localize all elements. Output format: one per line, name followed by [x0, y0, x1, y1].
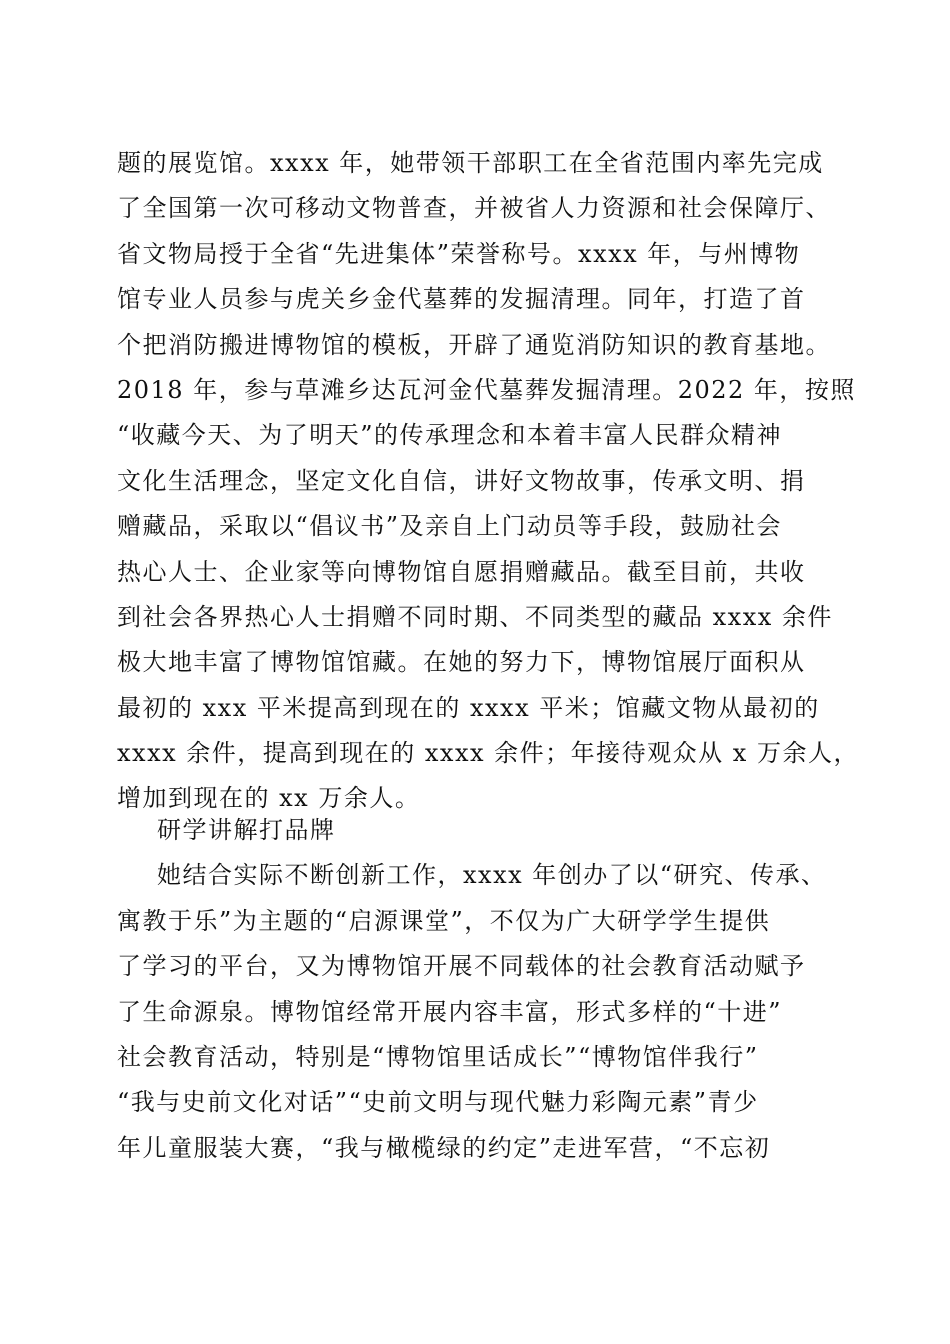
paragraph-museum-achievements [117, 141, 859, 822]
text-line: 省文物局授于全省“先进集体”荣誉称号。xxxx 年，与州博物 [117, 239, 801, 268]
text-line: 寓教于乐”为主题的“启源课堂”，不仅为广大研学学生提供 [117, 906, 771, 935]
text-line: 了学习的平台，又为博物馆开展不同载体的社会教育活动赋予 [117, 952, 806, 981]
text-line: 极大地丰富了博物馆馆藏。在她的努力下，博物馆展厅面积从 [117, 648, 806, 677]
research-section [117, 808, 837, 1171]
text-line: 热心人士、企业家等向博物馆自愿捐赠藏品。截至目前，共收 [117, 557, 806, 586]
text-line: 题的展览馆。xxxx 年，她带领干部职工在全省范围内率先完成 [117, 149, 824, 177]
text-line: 文化生活理念，坚定文化自信，讲好文物故事，传承文明、捐 [117, 466, 806, 495]
text-line: 她结合实际不断创新工作，xxxx 年创办了以“研究、传承、 [157, 861, 827, 890]
text-line: 社会教育活动，特别是“博物馆里话成长”“博物馆伴我行” [117, 1042, 759, 1071]
text-line: 了生命源泉。博物馆经常开展内容丰富，形式多样的“十进” [117, 997, 783, 1026]
text-line: 年儿童服装大赛，“我与橄榄绿的约定”走进军营，“不忘初 [117, 1133, 771, 1162]
text-line: 到社会各界热心人士捐赠不同时期、不同类型的藏品 xxxx 余件 [117, 602, 833, 631]
text-line: 最初的 xxx 平米提高到现在的 xxxx 平米；馆藏文物从最初的 [117, 693, 820, 722]
text-line: 馆专业人员参与虎关乡金代墓葬的发掘清理。同年，打造了首 [117, 285, 806, 314]
text-line: “收藏今天、为了明天”的传承理念和本着丰富人民群众精神 [117, 421, 783, 450]
text-line: 赠藏品，采取以“倡议书”及亲自上门动员等手段，鼓励社会 [117, 512, 783, 541]
section-heading: 研学讲解打品牌 [157, 816, 336, 844]
text-line: 个把消防搬进博物馆的模板，开辟了通览消防知识的教育基地。 [117, 330, 831, 359]
text-line: “我与史前文化对话”“史前文明与现代魅力彩陶元素”青少 [117, 1088, 759, 1117]
text-line: 2018 年，参与草滩乡达瓦河金代墓葬发掘清理。2022 年，按照 [117, 375, 856, 404]
text-line: 了全国第一次可移动文物普查，并被省人力资源和社会保障厅、 [117, 194, 831, 223]
text-line: xxxx 余件，提高到现在的 xxxx 余件；年接待观众从 x 万余人， [117, 739, 859, 768]
text-line: 增加到现在的 xx 万余人。 [117, 784, 421, 813]
